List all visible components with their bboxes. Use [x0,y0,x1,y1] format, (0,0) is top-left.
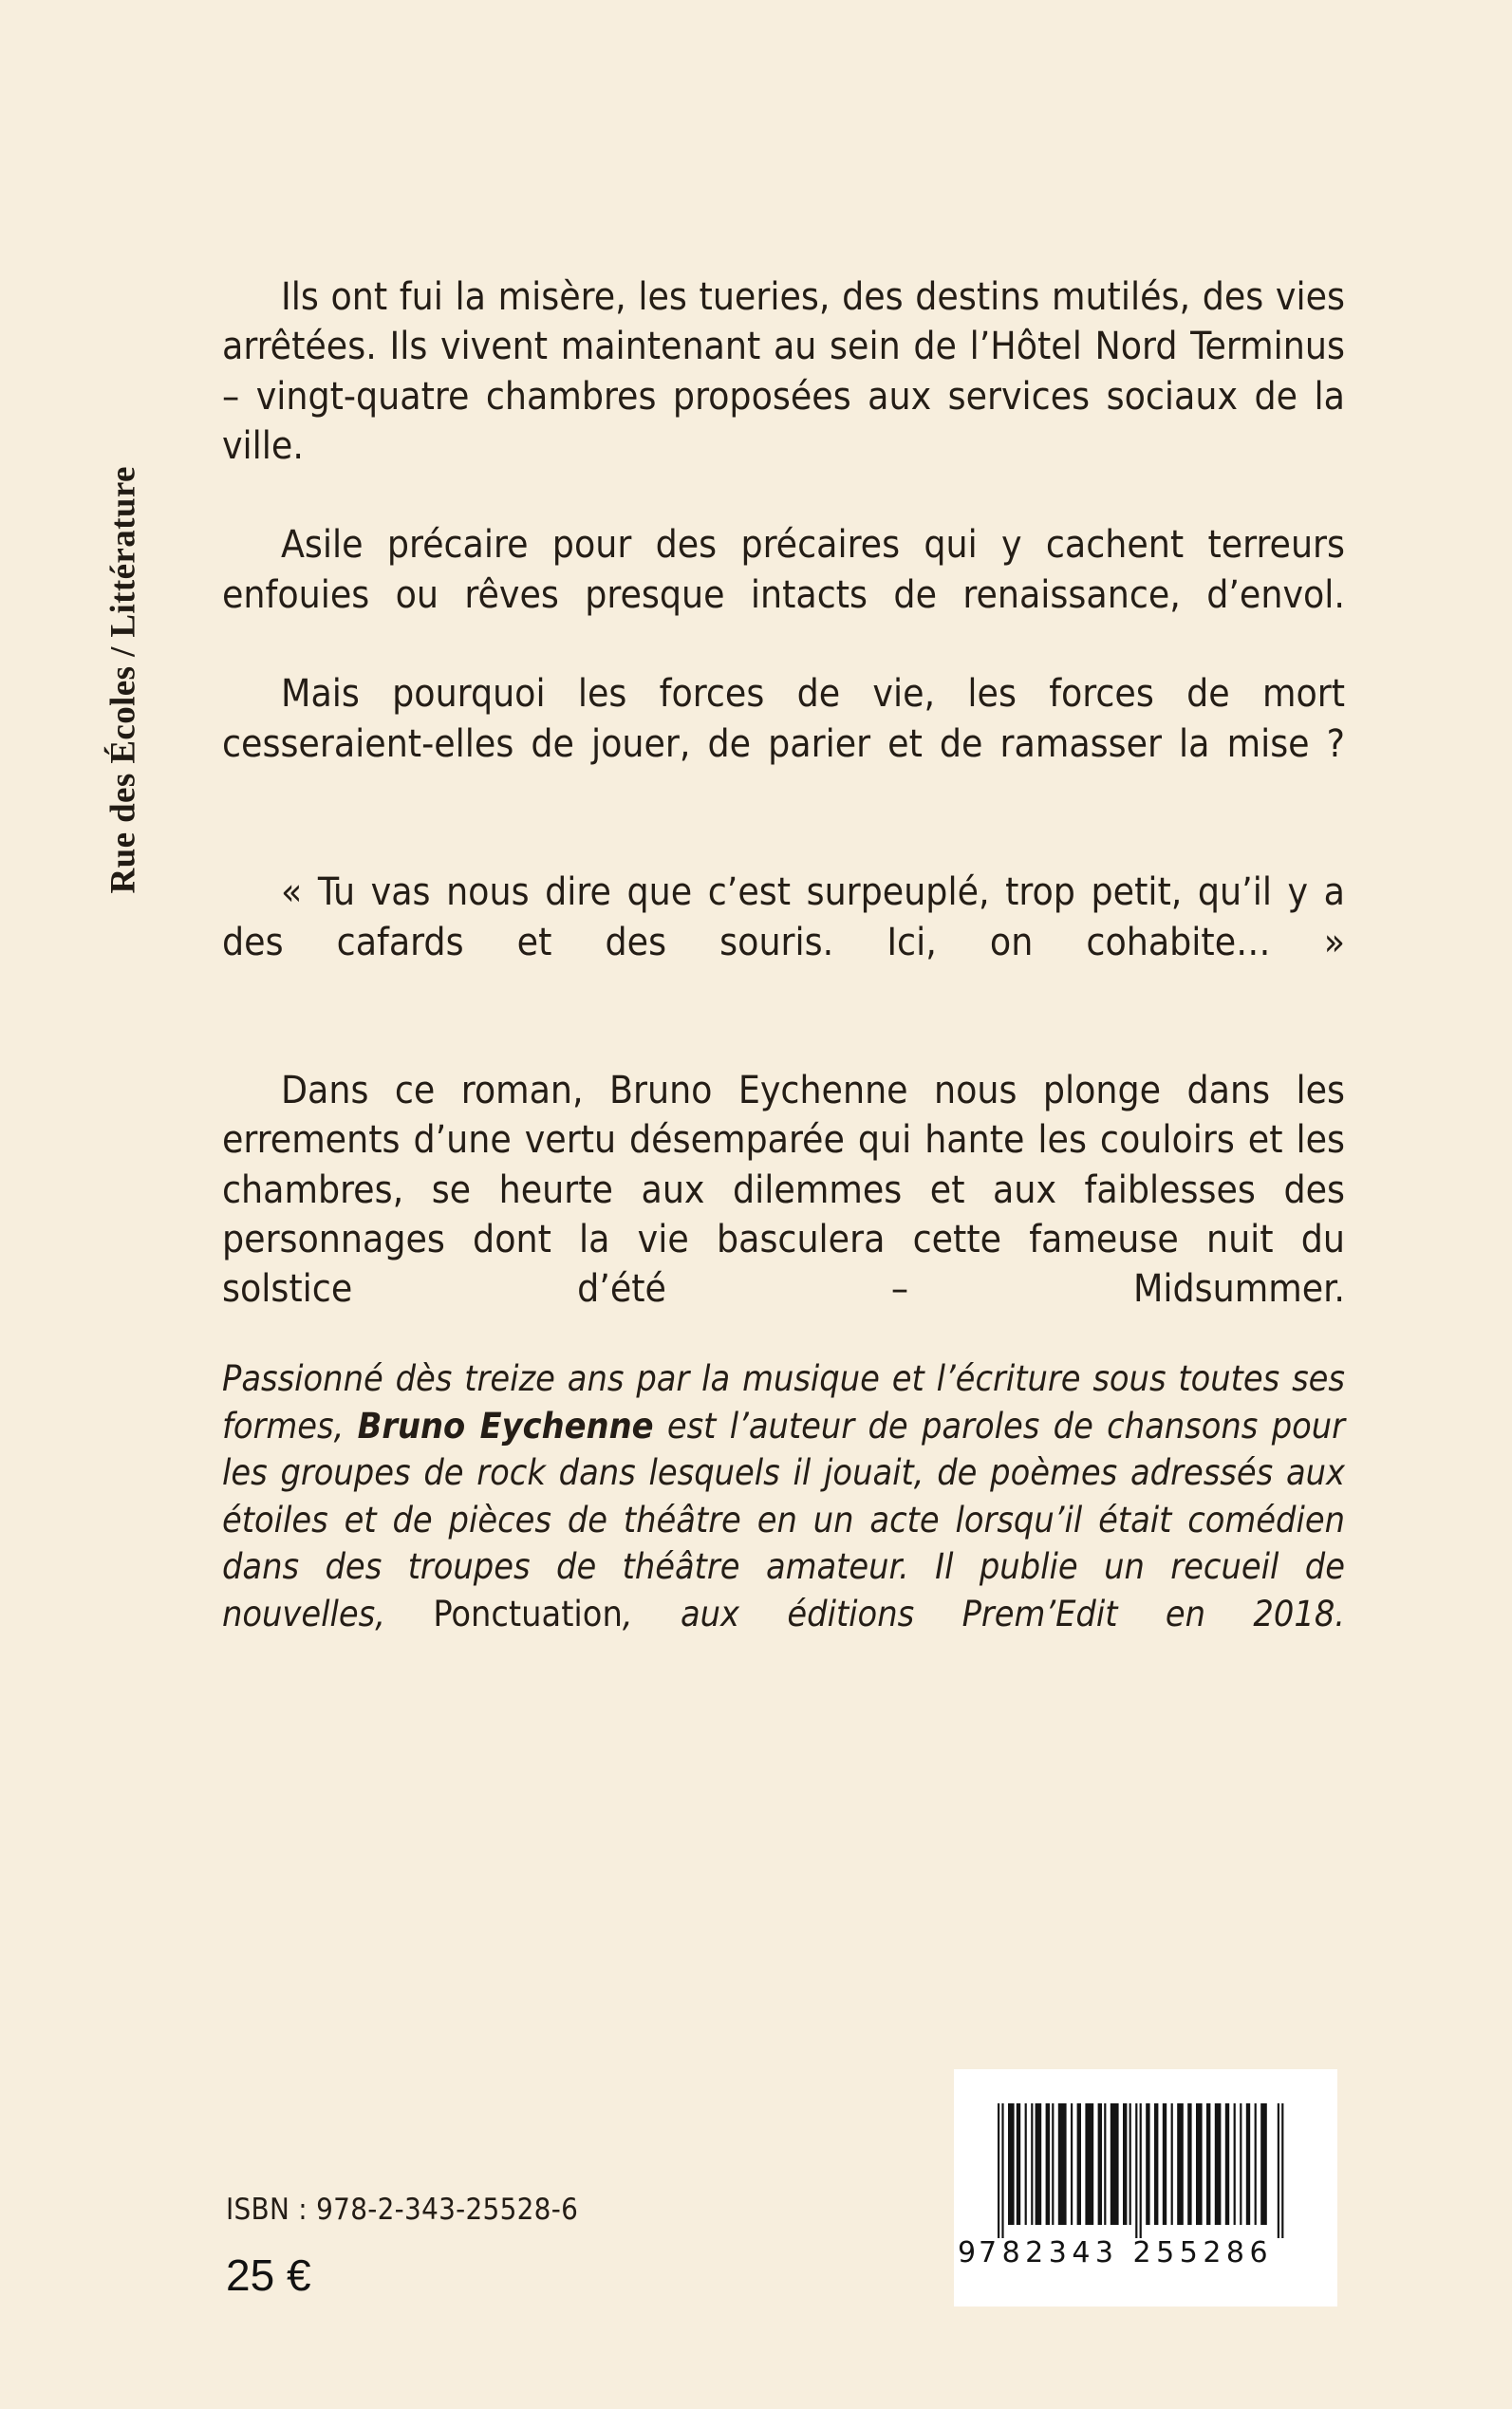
author-biography [222,1355,1345,1685]
blurb-paragraph-1: Ils ont fui la misère, les tueries, des destins mutilés, des vies arrêtées. Ils vivent maintenant au sein de l’Hôtel Nord Terminus – vingt-quatre chambres proposées aux services sociaux de la ville. [222,273,1345,468]
author-name: Bruno Eychenne [357,1404,654,1447]
barcode-icon [998,2103,1294,2238]
blurb-paragraph-2: Asile précaire pour des précaires qui y cachent terreurs enfouies ou rêves presque intacts de renaissance, d’envol. [222,521,1345,617]
collection-label: Rue des Écoles / Littérature [103,466,143,894]
bio-part-2: est l’auteur de paroles de chansons pour les groupes de rock dans lesquels il jouait, de poèmes adressés aux étoiles et de pièces de théâtre en un acte lorsqu’il était comédien dans des troupes de théâtre amateur. Il publie un recueil de nouvelles, [222,1404,1346,1634]
bio-part-1: Passionné dès treize ans par la musique et l’écriture sous toutes ses formes, [222,1357,1345,1447]
barcode-digits: 782343 255286 [979,2236,1274,2269]
barcode-lead-digit: 9 [958,2236,977,2269]
blurb-paragraph-3: Mais pourquoi les forces de vie, les forces de mort cesseraient-elles de jouer, de parier et de ramasser la mise ? [222,670,1345,766]
blurb-text [222,271,1345,1363]
isbn-text: ISBN : 978-2-343-25528-6 [226,2193,579,2227]
blurb-quote: « Tu vas nous dire que c’est surpeuplé, trop petit, qu’il y a des cafards et des souris. Ici, on cohabite… » [222,868,1345,964]
bio-part-3: , aux éditions Prem’Edit en 2018. [622,1592,1345,1634]
barcode-bars-area [998,2103,1294,2238]
collection-strip [0,0,218,1139]
blurb-column [222,271,1345,1363]
work-title: Ponctuation [433,1592,623,1634]
blurb-paragraph-5: Dans ce roman, Bruno Eychenne nous plonge dans les errements d’une vertu désemparée qui hante les couloirs et les chambres, se heurte aux dilemmes et aux faiblesses des personnages dont la vie basculera cette fameuse nuit du solstice d’été – Midsummer. [222,1067,1345,1312]
price-text: 25 € [226,2250,311,2300]
barcode-panel [954,2069,1337,2306]
